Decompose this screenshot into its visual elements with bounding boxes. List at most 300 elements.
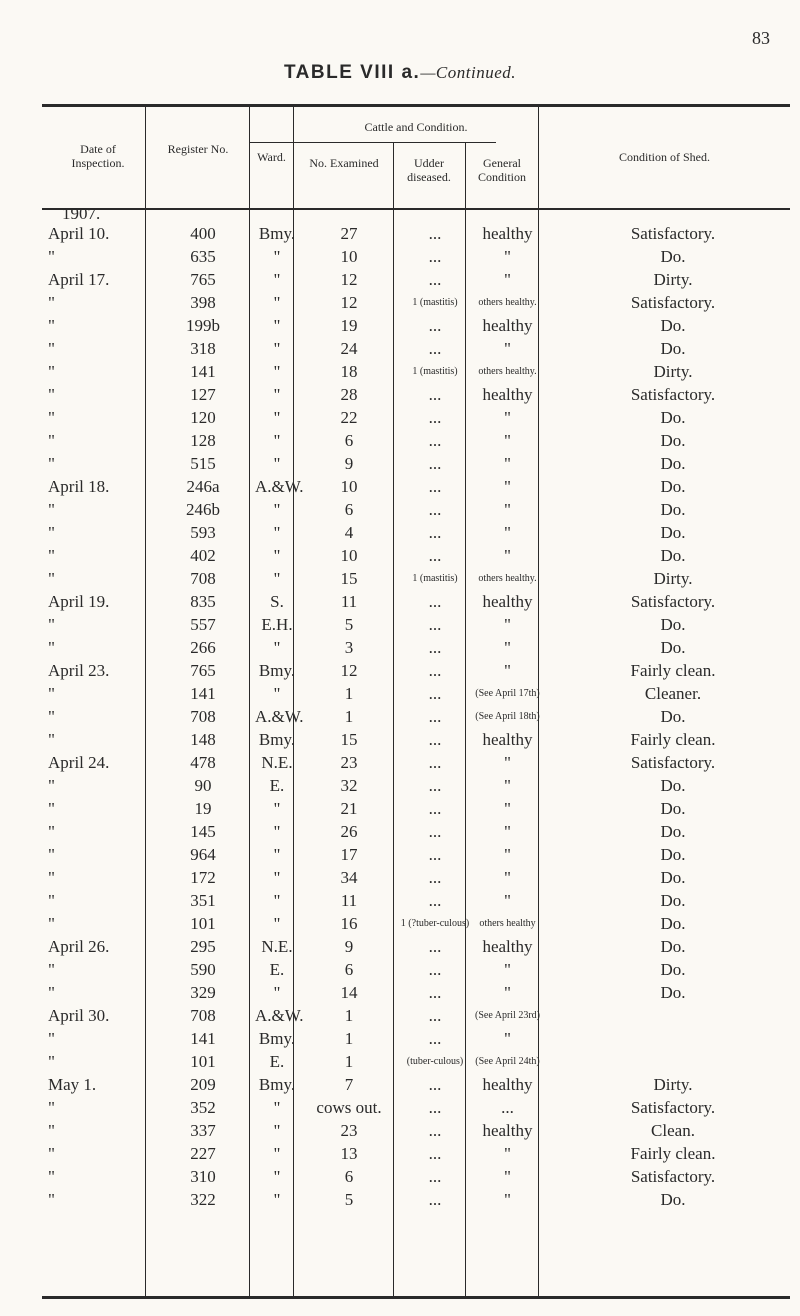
cell-date: " [48, 408, 55, 427]
cell-udder: ... [428, 615, 442, 634]
cell-udder: ... [428, 776, 442, 795]
cell-date: April 24. [48, 753, 110, 772]
cell-shed: Do. [660, 914, 686, 933]
header-udder: Udder diseased. [407, 156, 451, 184]
cell-general: " [504, 822, 511, 841]
cell-ward: " [273, 431, 281, 450]
cell-no: 34 [340, 868, 358, 887]
cell-ward: A.&W. [255, 1006, 304, 1025]
table-row [42, 682, 800, 705]
cell-shed: Do. [660, 523, 686, 542]
cell-no: 1 [344, 707, 354, 726]
cell-ward: " [273, 684, 281, 703]
cell-ward: " [273, 638, 281, 657]
cell-reg: 593 [190, 523, 216, 542]
cell-date: " [48, 914, 55, 933]
cell-date: " [48, 868, 55, 887]
cell-ward: " [273, 270, 281, 289]
cell-general: " [504, 1167, 511, 1186]
cell-no: 1 [344, 684, 354, 703]
table-row [42, 1027, 800, 1050]
cell-date: " [48, 776, 55, 795]
table-row [42, 475, 800, 498]
cell-shed [544, 1050, 800, 1073]
cell-shed: Do. [660, 500, 686, 519]
cell-general: " [504, 615, 511, 634]
cell-general: healthy [482, 1075, 533, 1094]
cell-no: 12 [340, 270, 358, 289]
table-row [42, 291, 800, 314]
cell-reg: 128 [190, 431, 216, 450]
cell-udder: ... [428, 385, 442, 404]
cell-shed: Do. [660, 960, 686, 979]
cell-udder: ... [428, 1121, 442, 1140]
cell-reg: 835 [190, 592, 216, 611]
cell-date: " [48, 339, 55, 358]
cell-date: " [48, 730, 55, 749]
cell-reg: 708 [190, 569, 216, 588]
table-row [42, 268, 800, 291]
cell-ward: " [273, 983, 281, 1002]
cell-udder: ... [428, 661, 442, 680]
table-row [42, 843, 800, 866]
cell-udder: (tuber-culous) [406, 1055, 464, 1067]
cell-udder: ... [428, 270, 442, 289]
cattle-subrule [250, 142, 496, 143]
cell-general: healthy [482, 224, 533, 243]
cell-date: " [48, 638, 55, 657]
cell-shed: Do. [660, 454, 686, 473]
table-row [42, 1050, 800, 1073]
cell-shed: Do. [660, 339, 686, 358]
table-row [42, 958, 800, 981]
cell-udder: ... [428, 1029, 442, 1048]
cell-shed: Do. [660, 707, 686, 726]
cell-reg: 172 [190, 868, 216, 887]
cell-general: (See April 18th) [475, 710, 540, 722]
cell-udder: ... [428, 408, 442, 427]
cell-no: 9 [344, 454, 354, 473]
header-rule [42, 208, 790, 210]
cell-reg: 141 [190, 1029, 216, 1048]
cell-ward: " [273, 569, 281, 588]
cell-udder: ... [428, 1144, 442, 1163]
cell-shed: Do. [660, 822, 686, 841]
cell-shed: Dirty. [653, 1075, 693, 1094]
cell-no: 13 [340, 1144, 358, 1163]
table-row [42, 337, 800, 360]
cell-general: " [504, 845, 511, 864]
cell-ward: " [273, 408, 281, 427]
cell-reg: 209 [190, 1075, 216, 1094]
cell-general: " [504, 523, 511, 542]
cell-udder: ... [428, 868, 442, 887]
cell-ward: " [273, 1190, 281, 1209]
cell-no: 1 [344, 1052, 354, 1071]
cell-shed: Do. [660, 937, 686, 956]
cell-date: April 18. [48, 477, 110, 496]
cell-udder: ... [428, 523, 442, 542]
cell-no: 1 [344, 1029, 354, 1048]
table-row [42, 659, 800, 682]
cell-no: 28 [340, 385, 358, 404]
cell-general: " [504, 431, 511, 450]
cell-date: " [48, 1098, 55, 1117]
cell-date: " [48, 1167, 55, 1186]
cell-no: 21 [340, 799, 358, 818]
cell-ward: " [273, 914, 281, 933]
cell-general: " [504, 454, 511, 473]
cell-shed: Satisfactory. [630, 1098, 716, 1117]
cell-udder: ... [428, 1190, 442, 1209]
cell-udder: ... [428, 431, 442, 450]
cell-general: others healthy. [478, 365, 537, 377]
cell-udder: ... [428, 730, 442, 749]
cell-udder: ... [428, 983, 442, 1002]
cell-ward: S. [270, 592, 284, 611]
table-row [42, 774, 800, 797]
cell-no: 6 [344, 960, 354, 979]
cell-udder: ... [428, 960, 442, 979]
cell-shed: Dirty. [653, 569, 693, 588]
cell-reg: 337 [190, 1121, 216, 1140]
cell-ward: " [273, 845, 281, 864]
cell-no: 15 [340, 730, 358, 749]
table-row [42, 797, 800, 820]
cell-no: 16 [340, 914, 358, 933]
cell-shed: Satisfactory. [630, 1167, 716, 1186]
cell-ward: " [273, 1098, 281, 1117]
cell-no: 23 [340, 1121, 358, 1140]
cell-date: " [48, 362, 55, 381]
cell-reg: 765 [190, 661, 216, 680]
cell-date: " [48, 500, 55, 519]
cell-general: others healthy. [478, 572, 537, 584]
cell-general: " [504, 753, 511, 772]
header-cattle-group: Cattle and Condition. [364, 120, 468, 134]
cell-udder: ... [428, 454, 442, 473]
table-row [42, 889, 800, 912]
table-row [42, 613, 800, 636]
table-row [42, 1142, 800, 1165]
inspection-table [42, 222, 800, 1211]
cell-shed: Do. [660, 247, 686, 266]
cell-ward: " [273, 799, 281, 818]
cell-date: " [48, 1121, 55, 1140]
cell-reg: 145 [190, 822, 216, 841]
cell-shed: Satisfactory. [630, 293, 716, 312]
table-row [42, 1119, 800, 1142]
table-row [42, 981, 800, 1004]
cell-general: " [504, 408, 511, 427]
cell-shed: Do. [660, 983, 686, 1002]
cell-udder: ... [428, 477, 442, 496]
cell-ward: Bmy. [258, 224, 296, 243]
cell-general: " [504, 638, 511, 657]
cell-date: May 1. [48, 1075, 97, 1094]
cell-date: April 30. [48, 1006, 110, 1025]
year-label: 1907. [62, 204, 101, 223]
cell-date: " [48, 247, 55, 266]
cell-date: " [48, 431, 55, 450]
table-row [42, 406, 800, 429]
cell-shed [544, 1004, 800, 1027]
header-register: Register No. [167, 142, 229, 156]
cell-ward: " [273, 1144, 281, 1163]
cell-date: " [48, 799, 55, 818]
cell-no: 12 [340, 293, 358, 312]
cell-no: 6 [344, 500, 354, 519]
cell-udder: ... [428, 799, 442, 818]
cell-reg: 635 [190, 247, 216, 266]
cell-shed: Do. [660, 316, 686, 335]
table-row [42, 1096, 800, 1119]
cell-no: 27 [340, 224, 358, 243]
cell-shed: Do. [660, 477, 686, 496]
table-row [42, 314, 800, 337]
cell-date: " [48, 1144, 55, 1163]
cell-no: cows out. [316, 1098, 382, 1117]
cell-date: April 10. [48, 224, 110, 243]
header-shed: Condition of Shed. [618, 150, 710, 164]
cell-udder: ... [428, 638, 442, 657]
cell-no: 24 [340, 339, 358, 358]
table-row [42, 498, 800, 521]
cell-date: " [48, 546, 55, 565]
cell-date: " [48, 523, 55, 542]
cell-reg: 329 [190, 983, 216, 1002]
cell-reg: 402 [190, 546, 216, 565]
cell-udder: ... [428, 546, 442, 565]
cell-udder: ... [428, 1098, 442, 1117]
cell-shed: Cleaner. [644, 684, 702, 703]
cell-date: " [48, 569, 55, 588]
cell-shed: Fairly clean. [630, 661, 716, 680]
cell-general: healthy [482, 592, 533, 611]
cell-ward: E. [269, 1052, 285, 1071]
cell-ward: " [273, 822, 281, 841]
table-row [42, 544, 800, 567]
cell-shed: Fairly clean. [630, 730, 716, 749]
cell-ward: " [273, 546, 281, 565]
cell-no: 6 [344, 431, 354, 450]
table-row [42, 245, 800, 268]
cell-udder: ... [428, 500, 442, 519]
cell-ward: A.&W. [255, 707, 304, 726]
cell-udder: ... [428, 1006, 442, 1025]
cell-shed: Dirty. [653, 270, 693, 289]
cell-ward: " [273, 523, 281, 542]
cell-shed [544, 1027, 800, 1050]
cell-reg: 708 [190, 1006, 216, 1025]
cell-date: " [48, 1029, 55, 1048]
table-continued: —Continued. [420, 63, 517, 82]
cell-reg: 557 [190, 615, 216, 634]
cell-udder: ... [428, 592, 442, 611]
cell-reg: 101 [190, 914, 216, 933]
cell-reg: 101 [190, 1052, 216, 1071]
cell-ward: E.H. [261, 615, 293, 634]
cell-general: " [504, 776, 511, 795]
cell-general: " [504, 247, 511, 266]
cell-ward: " [273, 362, 281, 381]
cell-no: 11 [340, 891, 358, 910]
header-general: General Condition [477, 156, 526, 184]
cell-date: " [48, 960, 55, 979]
header-ward: Ward. [257, 150, 286, 164]
cell-general: " [504, 546, 511, 565]
table-label: TABLE VIII a. [283, 62, 421, 83]
cell-ward: " [273, 339, 281, 358]
cell-shed: Satisfactory. [630, 385, 716, 404]
cell-udder: ... [428, 247, 442, 266]
cell-ward: N.E. [261, 937, 293, 956]
cell-shed: Do. [660, 891, 686, 910]
cell-date: " [48, 983, 55, 1002]
cell-reg: 227 [190, 1144, 216, 1163]
cell-reg: 148 [190, 730, 216, 749]
cell-udder: ... [428, 224, 442, 243]
cell-ward: Bmy. [258, 730, 296, 749]
cell-date: " [48, 822, 55, 841]
cell-reg: 90 [194, 776, 212, 795]
cell-reg: 398 [190, 293, 216, 312]
cell-reg: 141 [190, 684, 216, 703]
cell-no: 1 [344, 1006, 354, 1025]
cell-no: 18 [340, 362, 358, 381]
cell-general: " [504, 983, 511, 1002]
cell-reg: 351 [190, 891, 216, 910]
table-row [42, 636, 800, 659]
cell-ward: A.&W. [255, 477, 304, 496]
cell-udder: ... [428, 753, 442, 772]
page-number: 83 [752, 28, 770, 48]
cell-general: healthy [482, 937, 533, 956]
cell-general: " [504, 500, 511, 519]
table-row [42, 728, 800, 751]
cell-date: " [48, 707, 55, 726]
cell-reg: 515 [190, 454, 216, 473]
cell-shed: Do. [660, 799, 686, 818]
cell-no: 17 [340, 845, 358, 864]
cell-reg: 590 [190, 960, 216, 979]
cell-general: " [504, 661, 511, 680]
cell-general: " [504, 960, 511, 979]
cell-reg: 19 [194, 799, 212, 818]
cell-ward: Bmy. [258, 1029, 296, 1048]
cell-general: " [504, 799, 511, 818]
cell-reg: 400 [190, 224, 216, 243]
cell-no: 23 [340, 753, 358, 772]
cell-date: April 26. [48, 937, 110, 956]
table-row [42, 820, 800, 843]
cell-reg: 141 [190, 362, 216, 381]
table-row [42, 1004, 800, 1027]
cell-general: " [504, 1190, 511, 1209]
cell-shed: Fairly clean. [630, 1144, 716, 1163]
cell-reg: 246b [186, 500, 220, 519]
cell-general: " [504, 270, 511, 289]
table-row [42, 222, 800, 245]
cell-general: healthy [482, 730, 533, 749]
cell-date: " [48, 316, 55, 335]
cell-no: 10 [340, 247, 358, 266]
cell-general: others healthy. [478, 296, 537, 308]
table-row [42, 429, 800, 452]
cell-general: " [504, 891, 511, 910]
cell-no: 10 [340, 546, 358, 565]
cell-shed: Do. [660, 431, 686, 450]
cell-date: " [48, 845, 55, 864]
cell-general: others healthy [479, 917, 536, 929]
cell-shed: Dirty. [653, 362, 693, 381]
cell-general: (See April 17th) [475, 687, 540, 699]
table-row [42, 866, 800, 889]
cell-no: 14 [340, 983, 358, 1002]
cell-no: 10 [340, 477, 358, 496]
cell-no: 4 [344, 523, 354, 542]
cell-date: " [48, 1190, 55, 1209]
cell-udder: ... [428, 891, 442, 910]
cell-ward: " [273, 868, 281, 887]
cell-shed: Do. [660, 1190, 686, 1209]
cell-ward: " [273, 454, 281, 473]
cell-shed: Clean. [651, 1121, 695, 1140]
cell-no: 19 [340, 316, 358, 335]
cell-udder: ... [428, 937, 442, 956]
cell-ward: " [273, 293, 281, 312]
table-title [0, 62, 800, 84]
cell-general: " [504, 1144, 511, 1163]
cell-udder: ... [428, 339, 442, 358]
cell-no: 9 [344, 937, 354, 956]
cell-no: 15 [340, 569, 358, 588]
cell-general: " [504, 1029, 511, 1048]
cell-ward: " [273, 385, 281, 404]
cell-shed: Do. [660, 638, 686, 657]
cell-date: April 19. [48, 592, 110, 611]
cell-reg: 352 [190, 1098, 216, 1117]
cell-ward: Bmy. [258, 661, 296, 680]
cell-general: (See April 24th) [475, 1055, 540, 1067]
bottom-rule [42, 1296, 790, 1299]
cell-udder: 1 (mastitis) [412, 296, 458, 308]
cell-no: 5 [344, 1190, 354, 1209]
cell-date: " [48, 454, 55, 473]
cell-general: (See April 23rd) [475, 1009, 540, 1021]
cell-ward: E. [269, 776, 285, 795]
cell-no: 26 [340, 822, 358, 841]
cell-reg: 199b [186, 316, 220, 335]
cell-date: " [48, 615, 55, 634]
cell-reg: 478 [190, 753, 216, 772]
cell-ward: " [273, 500, 281, 519]
cell-shed: Satisfactory. [630, 224, 716, 243]
cell-reg: 295 [190, 937, 216, 956]
cell-reg: 120 [190, 408, 216, 427]
cell-ward: " [273, 247, 281, 266]
cell-reg: 322 [190, 1190, 216, 1209]
cell-shed: Do. [660, 408, 686, 427]
cell-udder: ... [428, 845, 442, 864]
cell-date: " [48, 1052, 55, 1071]
cell-shed: Do. [660, 546, 686, 565]
cell-no: 6 [344, 1167, 354, 1186]
cell-date: " [48, 891, 55, 910]
cell-udder: ... [428, 822, 442, 841]
table-row [42, 705, 800, 728]
cell-udder: 1 (mastitis) [412, 572, 458, 584]
